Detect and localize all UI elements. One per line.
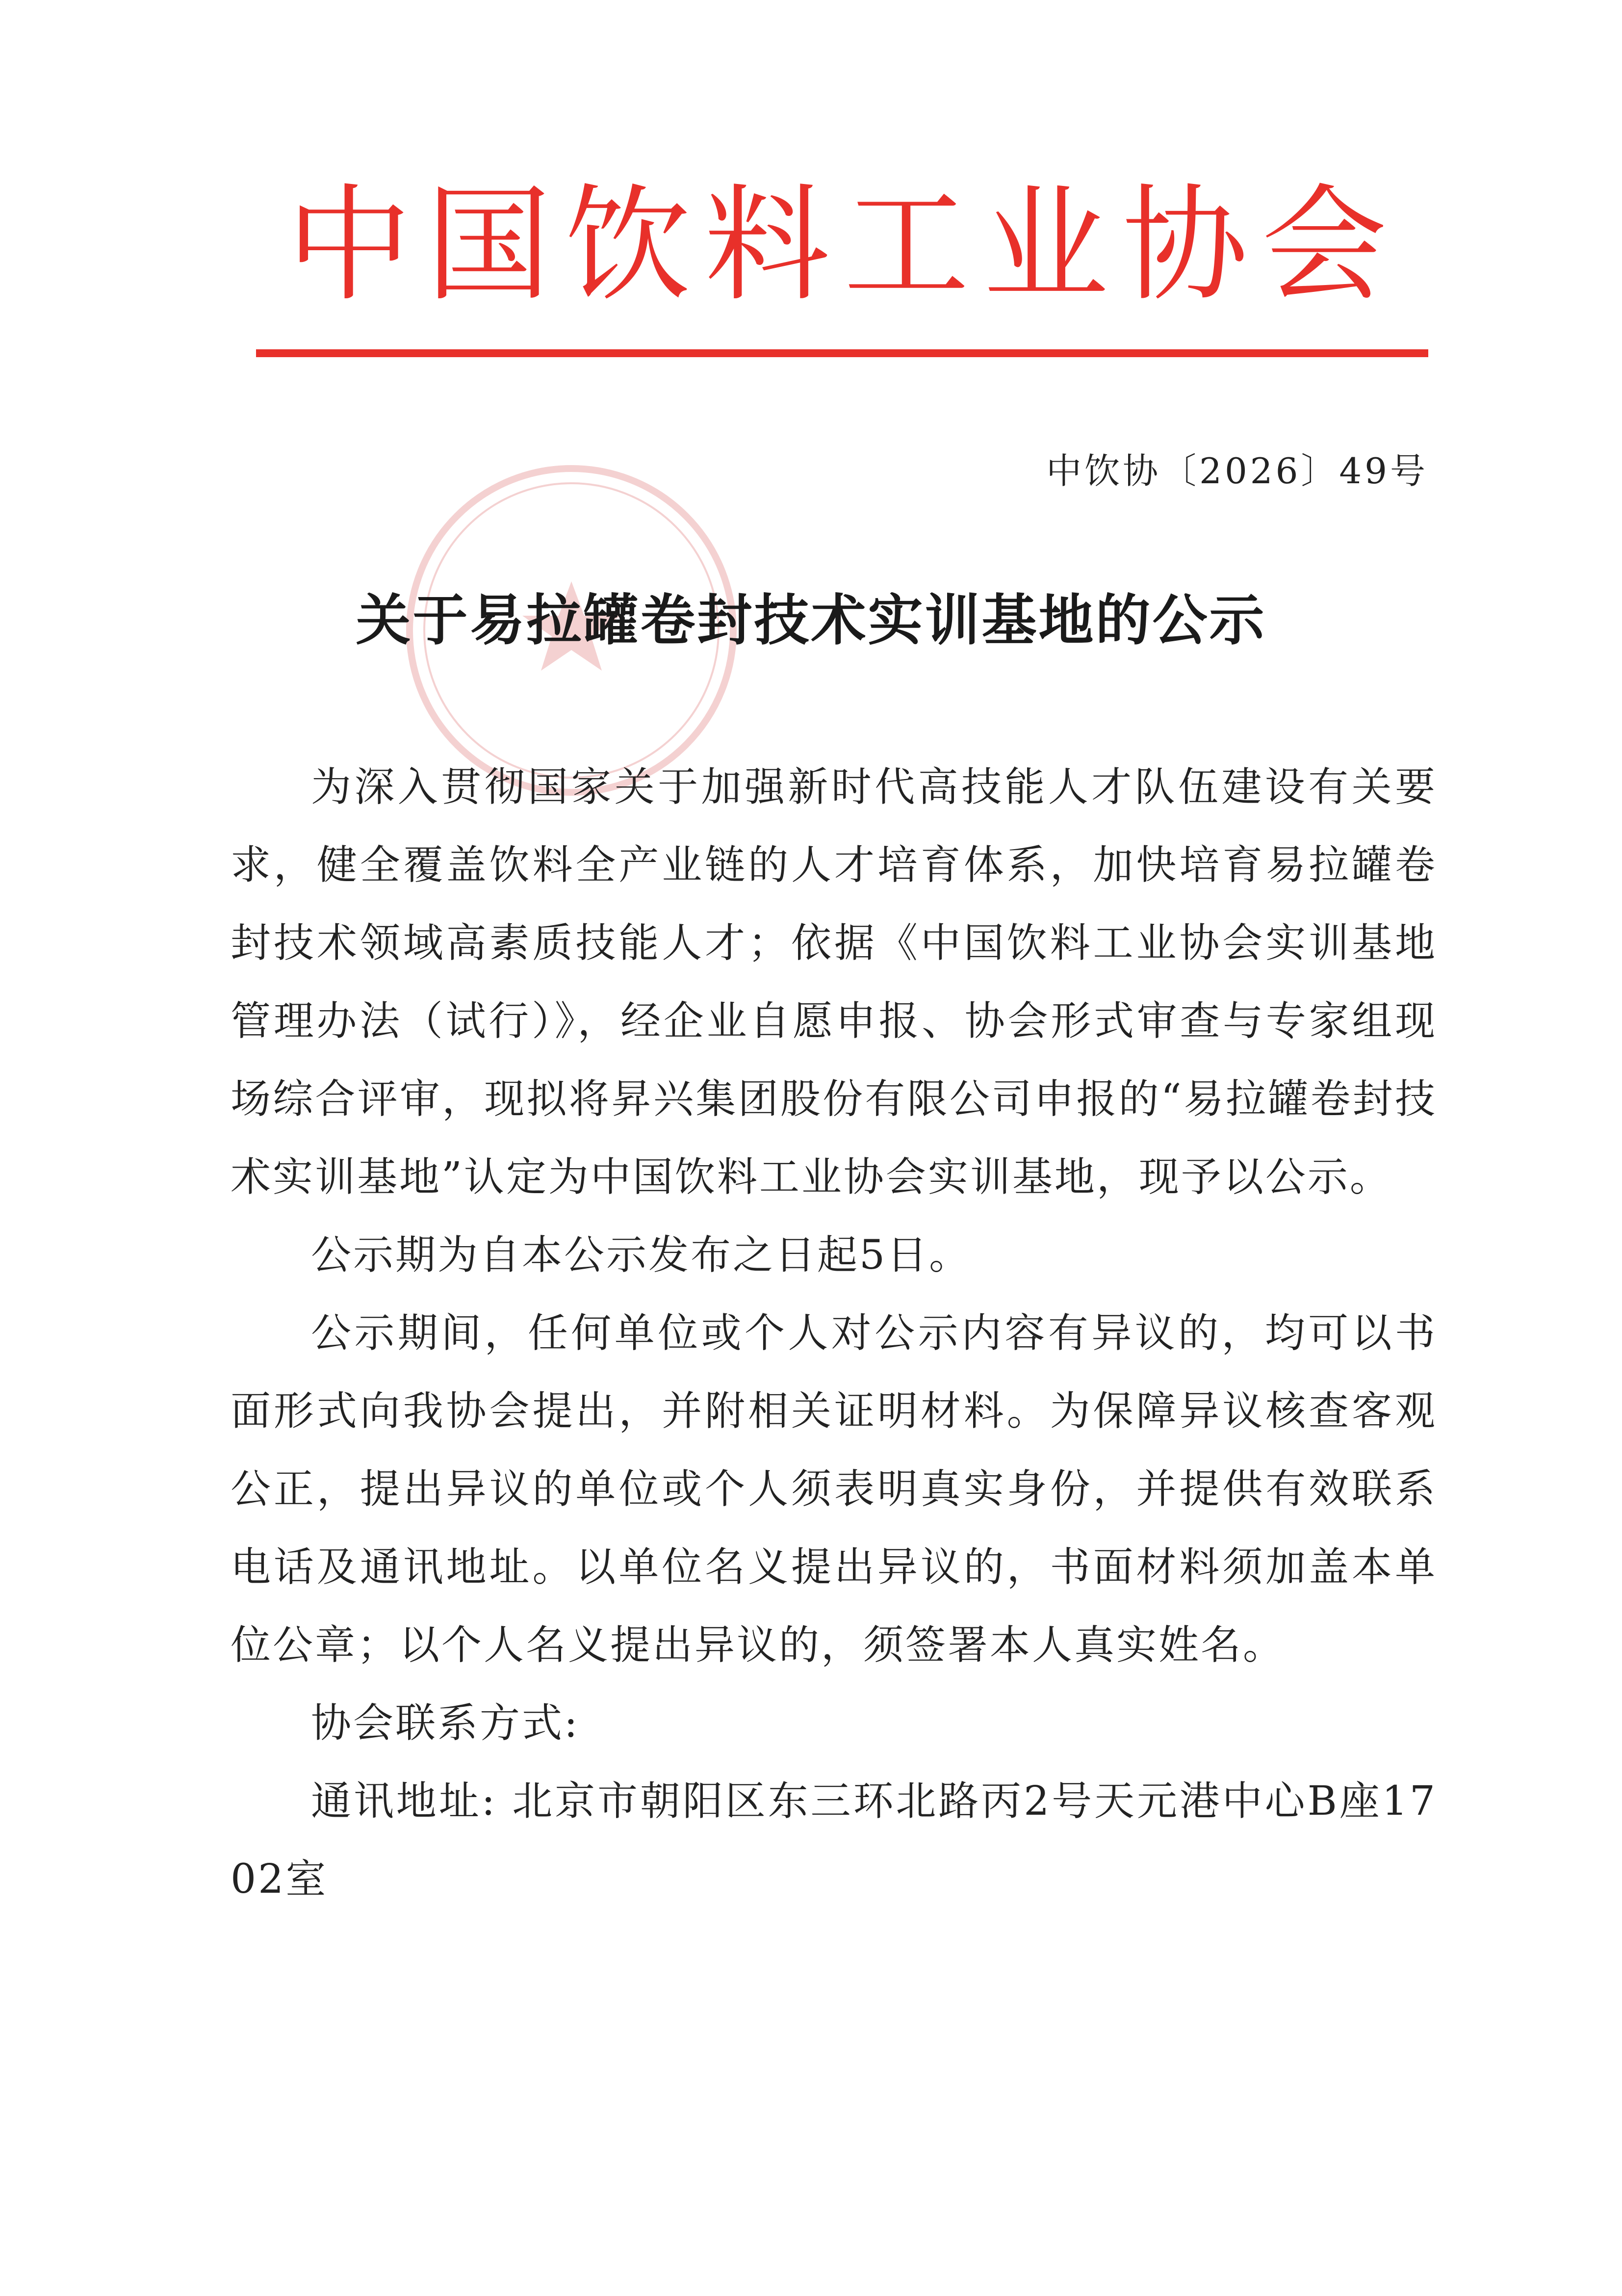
- document-title: 关于易拉罐卷封技术实训基地的公示: [356, 588, 1266, 652]
- document-body: [231, 748, 1437, 1918]
- body-paragraph-period: 公示期为自本公示发布之日起5日。: [311, 1232, 972, 1278]
- body-paragraph-contact-heading: 协会联系方式:: [311, 1700, 580, 1747]
- masthead-org-name: 中国饮料工业协会: [286, 172, 1401, 318]
- body-paragraph-objection: 公示期间，任何单位或个人对公示内容有异议的，均可以书面形式向我协会提出，并附相关证明材料。为保障异议核查客观公正，提出异议的单位或个人须表明真实身份，并提供有效联系电话及通讯地址。以单位名义提出异议的，书面材料须加盖本单位公章；以个人名义提出异议的，须签署本人真实姓名。: [231, 1310, 1437, 1669]
- document-number: 中饮协〔2026〕49号: [1046, 450, 1428, 492]
- body-paragraph-address: 通讯地址: 北京市朝阳区东三环北路丙2号天元港中心B座1702室: [231, 1778, 1437, 1903]
- body-paragraph-intro: 为深入贯彻国家关于加强新时代高技能人才队伍建设有关要求，健全覆盖饮料全产业链的人才培育体系，加快培育易拉罐卷封技术领域高素质技能人才；依据《中国饮料工业协会实训基地管理办法（试行）》，经企业自愿申报、协会形式审查与专家组现场综合评审，现拟将昇兴集团股份有限公司申报的“易拉罐卷封技术实训基地”认定为中国饮料工业协会实训基地，现予以公示。: [231, 764, 1437, 1200]
- masthead-red-rule: [256, 349, 1428, 357]
